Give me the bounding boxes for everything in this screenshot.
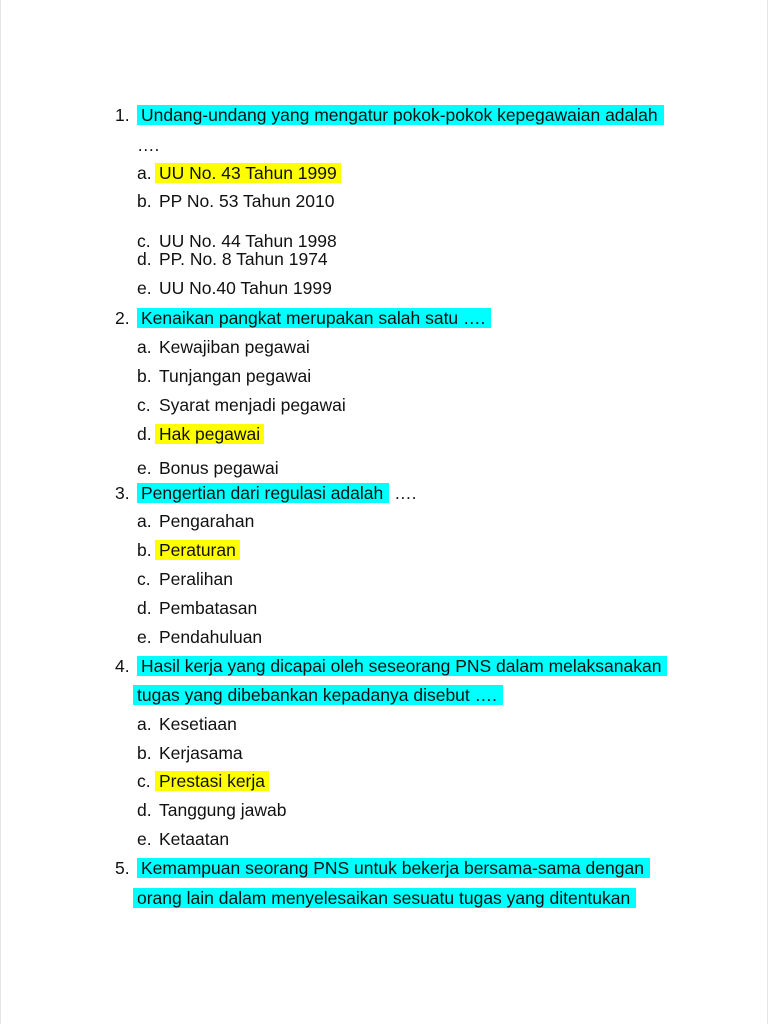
question-text: Kenaikan pangkat merupakan salah satu …. <box>137 308 491 328</box>
question-text: Undang-undang yang mengatur pokok-pokok kepegawaian adalah <box>137 105 664 125</box>
question-text-continued: …. <box>137 135 160 155</box>
question-number: 4. <box>115 656 130 676</box>
question-text-continued: orang lain dalam menyelesaikan sesuatu tugas yang ditentukan <box>133 887 636 909</box>
correct-answer: Hak pegawai <box>155 424 264 444</box>
correct-answer: Peraturan <box>155 540 240 560</box>
document-page: 1. Undang-undang yang mengatur pokok-pokok kepegawaian adalah …. a. UU No. 43 Tahun 1999 b. PP No. 53 Tahun 2010 c. UU No. 44 Tahun 1998 d. PP. No. 8 Tahun 1974 e. UU No.40 Tahun 1999 2. Kenaikan pangkat merupakan salah satu …. a. Kewajiban pegawai b. Tunjangan pegawai c. Syarat menjadi pegawai d. Hak pegawai e. Bonus pegawai 3. Pengertian dari regulasi adalah …. a. Pengarahan b. Peraturan c. Peralihan d. Pembatasan e. Pendahuluan 4. Hasil kerja yang dicapai oleh seseorang PNS dalam melaksanakan tugas yang dibebankan kepadanya disebut …. a. Kesetiaan b. Kerjasama c. Prestasi kerja d. Tanggung jawab e. Ketaatan 5. Kemampuan seorang PNS untuk bekerja bersama-sama dengan orang lain dalam menyelesaikan sesuatu tugas yang ditentukan <box>0 0 768 1024</box>
correct-answer: UU No. 43 Tahun 1999 <box>155 163 341 183</box>
question-number: 3. <box>115 483 130 503</box>
question-text: Pengertian dari regulasi adalah <box>137 483 389 503</box>
question-text-tail: …. <box>389 483 417 503</box>
question-number: 5. <box>115 858 130 878</box>
question-text: Hasil kerja yang dicapai oleh seseorang PNS dalam melaksanakan <box>137 656 667 676</box>
question-number: 2. <box>115 308 130 328</box>
question-number: 1. <box>115 105 130 125</box>
question-text-continued: tugas yang dibebankan kepadanya disebut …. <box>133 684 503 706</box>
question-text: Kemampuan seorang PNS untuk bekerja bersama-sama dengan <box>137 858 650 878</box>
correct-answer: Prestasi kerja <box>155 771 269 791</box>
